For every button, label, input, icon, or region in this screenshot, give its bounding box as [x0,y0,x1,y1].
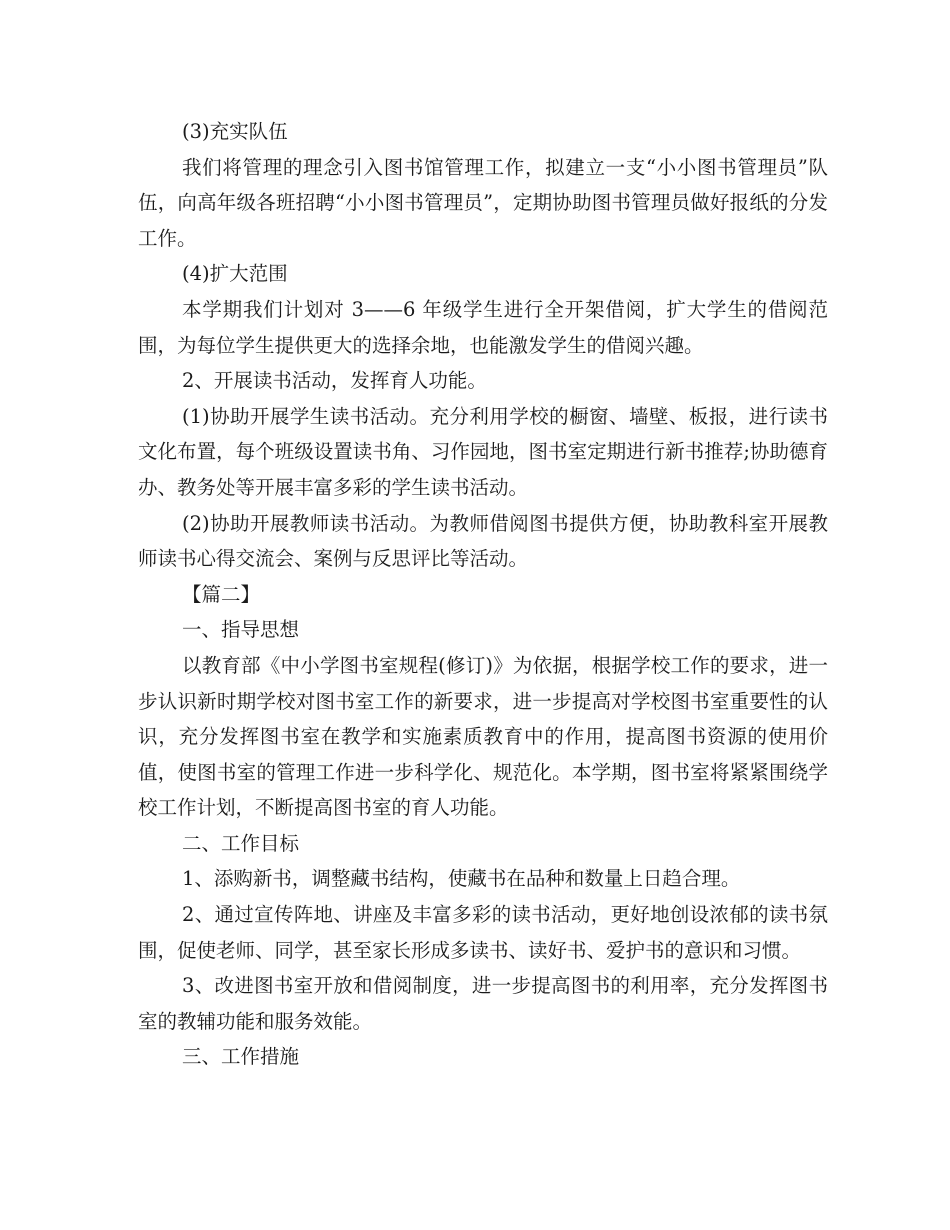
heading-work-measures: 三、工作措施 [182,1045,300,1069]
goal-item-2: 2、通过宣传阵地、讲座及丰富多彩的读书活动，更好地创设浓郁的读书氛围，促使老师、同学，甚至家长形成多读书、读好书、爱护书的意识和习惯。 [138,903,828,962]
paragraph-librarian-team: 我们将管理的理念引入图书馆管理工作，拟建立一支“小小图书管理员”队伍，向高年级各班招聘“小小图书管理员”，定期协助图书管理员做好报纸的分发工作。 [138,155,828,250]
document-body [138,114,828,1075]
paragraph-guiding-ideology: 以教育部《中小学图书室规程(修订)》为依据，根据学校工作的要求，进一步认识新时期学校对图书室工作的新要求，进一步提高对学校图书室重要性的认识，充分发挥图书室在教学和实施素质教育中的作用，提高图书资源的使用价值，使图书室的管理工作进一步科学化、规范化。本学期，图书室将紧紧围绕学校工作计划，不断提高图书室的育人功能。 [138,653,828,820]
heading-guiding-ideology: 一、指导思想 [182,618,300,642]
paragraph-teacher-reading: (2)协助开展教师读书活动。为教师借阅图书提供方便，协助教科室开展教师读书心得交流会、案例与反思评比等活动。 [138,511,828,571]
paragraph-open-shelf: 本学期我们计划对 3——6 年级学生进行全开架借阅，扩大学生的借阅范围，为每位学生提供更大的选择余地，也能激发学生的借阅兴趣。 [138,297,828,357]
heading-expand-scope: (4)扩大范围 [182,262,288,286]
heading-enrich-team: (3)充实队伍 [182,120,288,143]
goal-item-3: 3、改进图书室开放和借阅制度，进一步提高图书的利用率，充分发挥图书室的教辅功能和服务效能。 [138,974,828,1033]
paragraph-student-reading: (1)协助开展学生读书活动。充分利用学校的橱窗、墙壁、板报，进行读书文化布置，每个班级设置读书角、习作园地，图书室定期进行新书推荐;协助德育办、教务处等开展丰富多彩的学生读书活动。 [138,404,828,499]
heading-work-goals: 二、工作目标 [182,831,300,855]
goal-item-1: 1、添购新书，调整藏书结构，使藏书在品种和数量上日趋合理。 [182,867,741,891]
section-title-part-two: 【篇二】 [182,582,261,606]
heading-reading-activities: 2、开展读书活动，发挥育人功能。 [182,369,487,393]
